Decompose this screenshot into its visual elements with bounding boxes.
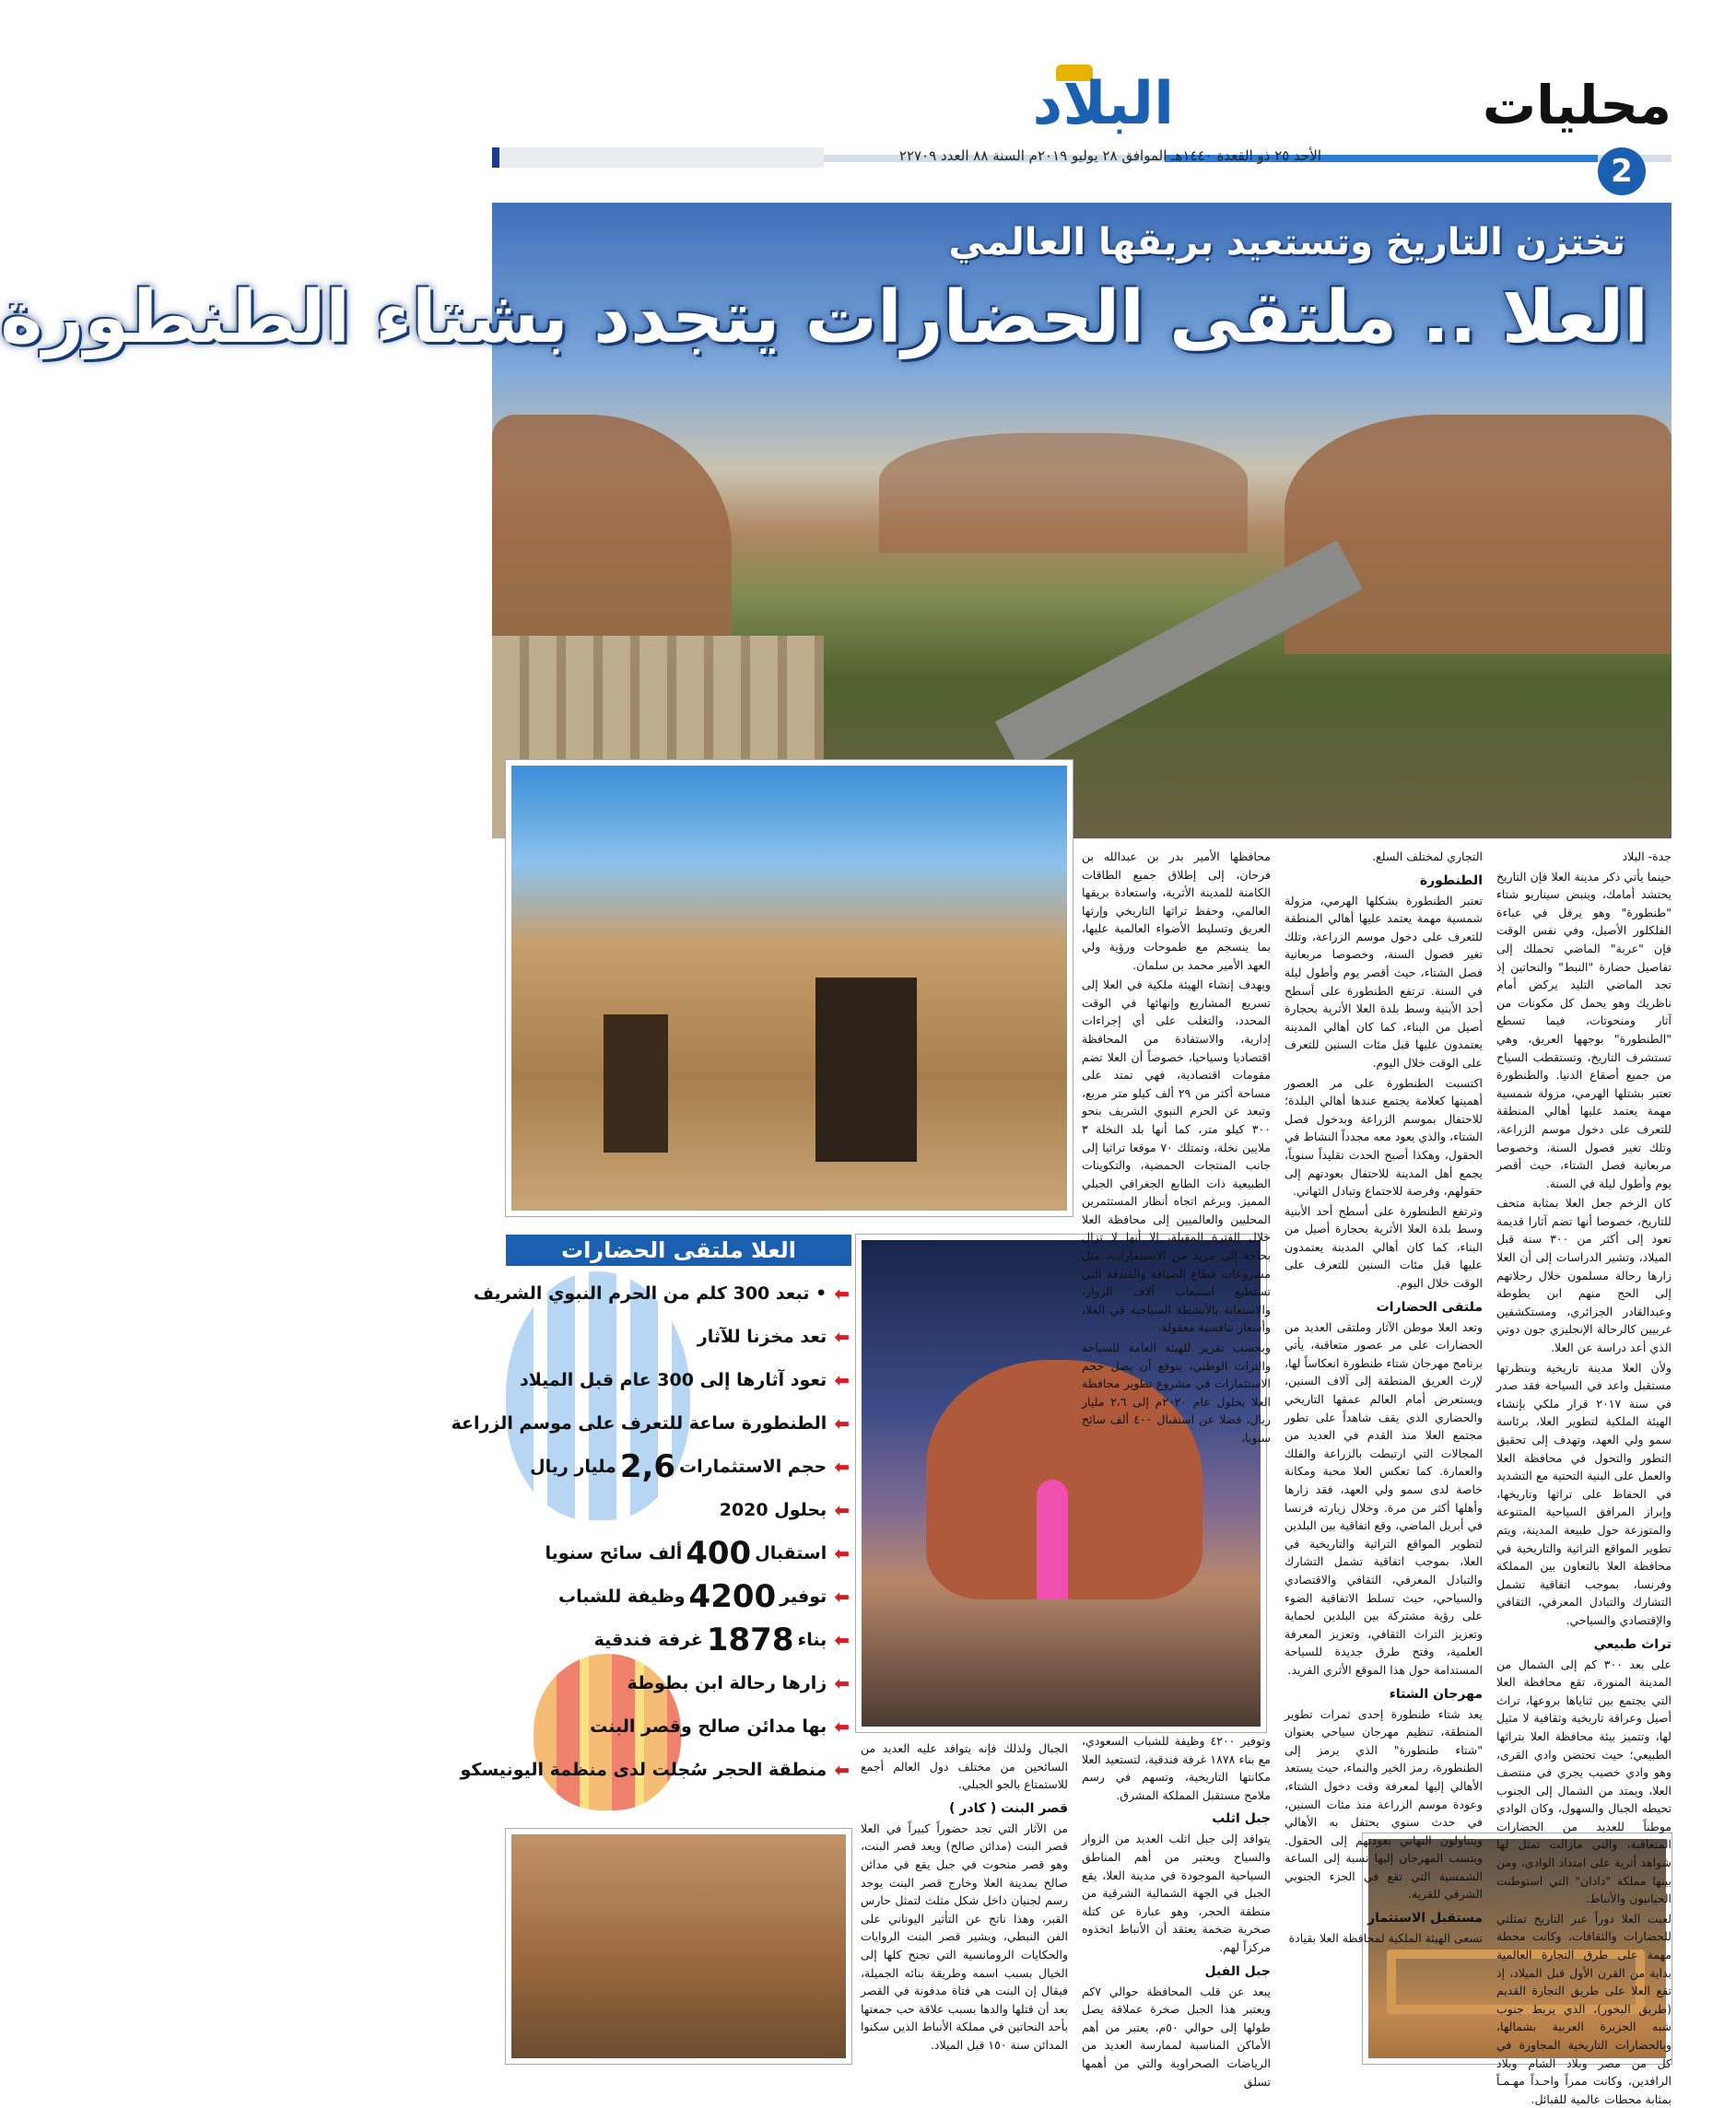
dateline-bar — [492, 147, 824, 168]
article-paragraph: حينما يأتي ذكر مدينة العلا فإن التاريخ يحتشد أمامك، وينبض سيناريو شتاء "طنطورة" وهو يرفل في عباءة الفلكلور الأصيل، وفي نفس الوقت فإن "عربة" الماضي تحملك إلى تفاصيل حضارة "النبط" والنحاتين إذ تجد الماضي التليد يركض أمام ناظريك وهو يحمل كل مكونات من آثار ومنحوتات، فيما تسطع "الطنطورة" بوجهها العريق، وهي تستشرف التاريخ، وتستقطب السياح من جميع أصقاع الدنيا. والطنطورة تعتبر بشتلها الهرمي، مزولة شمسية مهمة يعتمد عليها أهالي المنطقة للتعرف على دخول موسم الزراعة، وتلك تغير فصول السنة، وخصوصا مربعانية فصل الشتاء، حيث أقصر يوم وأطول ليلة في السنة. — [1496, 869, 1671, 1190]
red-arrow-icon: ⬅ — [834, 1628, 850, 1651]
red-arrow-icon: ⬅ — [834, 1411, 850, 1435]
red-arrow-icon: ⬅ — [834, 1455, 850, 1478]
hero-mountain-center — [879, 433, 1248, 553]
red-arrow-icon: ⬅ — [834, 1325, 850, 1348]
article-paragraph: ويهدف إنشاء الهيئة ملكية في العلا إلى تسريع المشاريع وإنهائها في الوقت المحدد، والتغلب على أي إجراءات إدارية، والاستفادة من المحافظة اقتصاديا وسياحيا، خصوصاً أن العلا تضم مقومات اقتصادية، فهي تمتد على مساحة أكثر من ٢٩ ألف كيلو متر مربع، وتبعد عن الحرم النبوي الشريف بنحو ٣٠٠ كيلو متر، كما أنها بلد النخلة ٣ ملايين نخلة، وتمتلك ٧٠ موقعا تراثيا إلى جانب المنتجات الحمضية، والتكوينات الطبيعية ذات الطابع الجغرافي الجبلي المميز. وبرغم اتجاه أنظار المستثمرين المحليين والعالميين إلى محافظة العلا خلال الفترة المقبلة، إلا أنها لا تزال بحاجة إلى مزيد من الاستثمارات، مثل مشروعات قطاع الضيافة والفندقة التي تستطيع استيعاب آلاف الزوار، والاستعانة بالأنشطة السياحية في العلا، وأسعار تنافسية معقولة. — [1082, 978, 1272, 1335]
photo-doorway — [815, 978, 917, 1162]
infobox-item-text: تعد مخزنا للآثار — [697, 1326, 827, 1347]
article-paragraph: التجاري لمختلف السلع. — [1372, 849, 1483, 863]
red-arrow-icon: ⬅ — [834, 1368, 850, 1391]
infobox-item-text: بناء — [797, 1629, 827, 1650]
red-arrow-icon: ⬅ — [834, 1541, 850, 1564]
article-subheading: قصر البنت ( كادر ) — [949, 1800, 1068, 1816]
infobox-item — [506, 1531, 851, 1575]
article-column-4 — [1082, 1732, 1272, 2089]
article-paragraph: لعبت العلا دوراً عبر التاريخ تمثلتي للحضارات والثقافات، وكانت محطة مهمة على طرق التجارة العالمية بداية من القرن الأول قبل الميلاد، إذ تقع العلا على طريق التجارة القديم (طريق البخور)، الذي يربط جنوب شبه الجزيرة العربية بشمالها، وبالحضارات التاريخية المجاورة في كل من مصر وبلاد الشام وبلاد الرافدين، وكانت ممراً واحـداً مهـمـاً بمثابة محطات عالمية للقبائل. — [1496, 1911, 1671, 2106]
dateline: الأحد ٢٥ ذو القعدة ١٤٤٠هـ الموافق ٢٨ يوليو ٢٠١٩م السنة ٨٨ العدد ٢٢٧٠٩ — [898, 147, 1321, 164]
article-subheading: الطنطورة — [1419, 872, 1483, 888]
article-paragraph: ولأن العلا مدينة تاريخية وبنظرتها مستقبل واعد في السياحة فقد صدر في سنة ٢٠١٧ قرار ملكي بإنشاء الهيئة الملكية لتطوير العلا، برئاسة سمو ولي العهد، وتهدف إلى تحقيق التطور والتحول في محافظة العلا والعمل على البنية التحتية مع التشديد في الحفاظ على تراثها وتاريخها، وإبراز المرافق السياحية المتنوعة والمتوزعة حول طبيعة المدينة، ويتم تطوير المواقع التراثية والتاريخية في محافظة العلا بالتعاون بين المملكة وفرنسا، بموجب اتفاقية تشمل التشارك والتبادل المعرفي، الثقافي والإقتصادي والسياحي. — [1496, 1360, 1672, 1627]
article-paragraph: جدة- البلاد — [1622, 849, 1671, 863]
article-paragraph: يعد شتاء طنطورة إحدى ثمرات تطوير المنطقة، تنظيم مهرجان سياحي بعنوان "شتاء طنطورة" الذي يرمز إلى الطنطورة، رمز الخير والنماء، حيث يستعد الأهالي إليها لمعرفة وقت دخول الشتاء، وعودة موسم الزراعة منذ مئات السنين، في حدث سنوي يحتفل به الأهالي ويتناولون التهاني بعودتهم إلى الحقول. ويتسب المهرجان إليها نسبة إلى الساعة الشمسية التي تقع في الجزء الجنوبي الشرقي للقرية. — [1284, 1706, 1483, 1902]
article-subheading: مهرجان الشتاء — [1389, 1686, 1483, 1702]
article-paragraph: وبحسب تقرير للهيئة العامة للسياحة والتراث الوطني، يتوقع أن يصل حجم الاستثمارات في مشروع تطوير محافظة العلا بحلول عام ٢٠٢٠م إلى ٢،٦ مليار ريال، فضلا عن استقبال ٤٠٠ ألف سائح سنويا، — [1082, 1341, 1271, 1445]
infobox-title: العلا ملتقى الحضارات — [506, 1235, 851, 1266]
infobox-list — [451, 1271, 851, 1791]
red-arrow-icon: ⬅ — [834, 1282, 850, 1305]
hero-mountain-right — [1284, 415, 1671, 654]
infobox-item-text: بحلول 2020 — [719, 1499, 827, 1520]
article-paragraph: من الآثار التي تجد حضوراً كبيراً في العلا قصر البنت (مدائن صالح) ويعد قصر البنت، وهو قصر منحوت في جبل يقع في مدائن صالح بمدينة العلا وخارج قصر البنت يوجد رسم لجنيان داخل شكل مثلث لتمثل حارس القبر، وهذا ناتج عن التأثير اليوناني على الفن النبطي، ويشير قصر البنت الروايات والحكايات الرومانسية التي تجنح كلها إلى الخيال بسبب اسمه وطريقة بنائه الجميلة، فيقال إن البنت هي فتاة مدفونة في القصر بعد أن قتلها والدها بسبب علاقة حب جمعتها بأحد النحاتين في مملكة الأنباط الذين سكنوا المدائن سنة ١٥٠ قبل الميلاد. — [861, 1821, 1068, 2052]
infobox-item — [506, 1445, 851, 1488]
red-arrow-icon: ⬅ — [834, 1671, 850, 1694]
infobox-item-figure: 2,6 — [619, 1447, 676, 1485]
article-paragraph: تعتبر الطنطورة بشكلها الهرمي، مزولة شمسية مهمة يعتمد عليها أهالي المنطقة للتعرف على دخول موسم الزراعة، وتلك تغير فصول السنة، وخصوصا مربعانية فصل الشتاء، حيث أقصر يوم وأطول ليلة في السنة. ترتفع الطنطورة على أسطح أحد الأبنية وسط بلدة العلا الأثرية بحجارة أصيل من البناء، كما كان أهالي المدينة يعتمدون عليها قبل مئات السنين للتعرف على الوقت خلال اليوم. — [1284, 893, 1483, 1070]
infobox-item-text: توفير — [780, 1586, 827, 1607]
photo-old-town-ruins — [506, 760, 1073, 1216]
hero-road — [995, 540, 1363, 770]
article-column-1 — [1496, 848, 1672, 2106]
article-paragraph: يتوافد إلى جبل اثلب العديد من الزوار والسياح ويعتبر من أهم المناطق السياحية الموجودة في مدينة العلا، يقع الجبل في الجهة الشمالية الشرقية من منطقة الحجر، وهو عبارة عن كتلة صخرية ضخمة يعتقد أن الأنباط اتخذوه مركزاً لهم. — [1082, 1832, 1271, 1954]
photo-doorway-2 — [604, 1014, 668, 1153]
infobox-item — [506, 1358, 851, 1401]
red-arrow-icon: ⬅ — [834, 1498, 850, 1521]
infobox-item-figure: 4200 — [688, 1577, 777, 1615]
infobox-item — [506, 1575, 851, 1618]
article-subheading: تراث طبيعي — [1593, 1636, 1671, 1652]
article-column-2 — [1284, 848, 1483, 1946]
photo-rock-arch — [1037, 1480, 1068, 1599]
infobox-item-figure: 1878 — [706, 1621, 794, 1658]
article-paragraph: اكتسبت الطنطورة على مر العصور أهميتها كعلامة يجتمع عندها أهالي البلدة؛ للاحتفال بموسم الزراعة وبدخول فصل الشتاء، والذي يعود معه مجدداً النشاط في الحقول، وهكذا أصبح الحدث تقليداً سنوياً، يجمع أهل المدينة للاحتفال بعودتهم إلى حقولهم، وفرصة للاجتماع وتبادل الثهاني. — [1284, 1075, 1483, 1199]
article-column-3 — [1082, 848, 1272, 1445]
infobox-item — [506, 1661, 851, 1704]
infobox-item — [506, 1315, 851, 1358]
infobox-item-text: استقبال — [755, 1542, 827, 1563]
section-title: محليات — [1482, 74, 1671, 136]
article-paragraph: وترتفع الطنطورة على أسطح أحد الأبنية وسط بلدة العلا الأثرية بحجارة أصيل من البناء، كما كان أهالي المدينة يعتمدون عليها قبل مئات السنين للتعرف على الوقت خلال اليوم. — [1284, 1203, 1483, 1291]
article-subheading: مستقبل الاستثمار — [1367, 1911, 1483, 1926]
article-paragraph: الجبال ولذلك فإنه يتوافد عليه العديد من السائحين من مختلف دول العالم أجمع للاستمتاع بالجو الجبلي. — [861, 1741, 1068, 1792]
article-paragraph: كان الزخم جعل العلا بمثابة متحف للتاريخ، خصوصا أنها تضم آثارا قديمة تعود إلى أكثر من ٣٠٠ سنة قبل الميلاد، وتشير الدراسات إلى أن العلا زارها رحالة مسلمون خلال رحلاتهم إلى الحج منهم ابن بطوطة وعبدالقادر الجزائري، ومستكشفين غربيين كالرحالة الإنجليزي جون دوتي الذي أعد دراسة عن العلا. — [1496, 1196, 1672, 1355]
infobox-item-text: • تبعد 300 كلم من الحرم النبوي الشريف — [473, 1282, 827, 1304]
article-subheading: ملتقى الحضارات — [1376, 1299, 1483, 1315]
logo-text: البلاد — [1032, 70, 1174, 138]
infobox-item — [451, 1401, 851, 1445]
infobox-item-text: حجم الاستثمارات — [679, 1456, 827, 1477]
infobox-item-figure: 400 — [686, 1534, 752, 1572]
article-paragraph: وتوفير ٤٢٠٠ وظيفة للشباب السعودي، مع بناء ١٨٧٨ غرفة فندقية، لتستعيد العلا مكانتها التاريخية، وتسهم في رسم ملامح مستقبل المملكة المشرق. — [1082, 1734, 1272, 1802]
article-column-5 — [861, 1739, 1068, 2064]
infobox-item — [506, 1704, 851, 1748]
article-paragraph: يبعد عن قلب المحافظة حوالي ٧كم ويعتبر هذا الجبل صخرة عملاقة يصل طولها إلى حوالي ٥٠م، يعتبر من أهم الأماكن المناسبة لممارسة العديد من الرياضات الصحراوية والتي من أهمها تسلق — [1082, 1984, 1271, 2089]
page-number-badge: 2 — [1598, 147, 1646, 195]
hero-mountain-left — [492, 415, 732, 636]
infobox — [451, 1235, 851, 1824]
infobox-item-text: الطنطورة ساعة للتعرف على موسم الزراعة — [451, 1412, 827, 1434]
infobox-item-text: منطقة الحجر سُجلت لدى منظمة اليونيسكو — [460, 1759, 827, 1780]
infobox-item-text: وظيفة للشباب — [558, 1586, 686, 1607]
infobox-item — [460, 1748, 851, 1791]
infobox-item — [473, 1271, 851, 1315]
article-subheading: جبل اثلب — [1212, 1811, 1271, 1827]
infobox-item-text: ألف سائح سنويا — [545, 1542, 683, 1563]
article-subheading: جبل الفيل — [1204, 1963, 1271, 1979]
infobox-item — [506, 1618, 851, 1661]
infobox-item — [506, 1488, 851, 1531]
article-paragraph: وتعد العلا موطن الآثار وملتقى العديد من الحضارات على مر عصور متعاقبة، يأتي برنامج مهرجان شتاء طنطورة انعكاساً لها، لإرث العريق المنطقة إلى آلاف السنين، ويستعرض أمام العالم عمقها التاريخي والحضاري الذي يقف شاهداً على تطور مجتمع العلا منذ القدم في العديد من المجالات التي ارتبطت بالزراعة والفلك والعمارة. كما تعكس العلا محبة ومكانة خاصة لدى سمو ولي العهد، فقد زارها وأهلها أكثر من مرة. وخلال زيارته فرنسا في أبريل الماضي، وقع اتفاقية بين البلدين لتطوير المواقع التراثية والتاريخية في العلا، بموجب اتفاقية تشمل التشارك والتبادل المعرفي، الثقافي والاقتصادي والسياحي، حيث تسلط الاتفاقية الضوء على رؤية مشتركة بين البلدين لحماية وتعزيز التراث الثقافي، وتعزيز المعرفة العلمية، وفتح طرق جديدة للسياحة المستدامة حول هذا الموقع الأثري الفريد. — [1284, 1319, 1483, 1677]
red-arrow-icon: ⬅ — [834, 1585, 850, 1608]
infobox-item-text: غرفة فندقية — [593, 1629, 703, 1650]
newspaper-logo — [962, 64, 1202, 147]
article-paragraph: تسعى الهيئة الملكية لمحافظة العلا بقيادة — [1288, 1931, 1483, 1946]
infobox-item-text: تعود آثارها إلى 300 عام قبل الميلاد — [519, 1369, 827, 1390]
infobox-item-text: بها مدائن صالح وقصر البنت — [590, 1716, 827, 1737]
red-arrow-icon: ⬅ — [834, 1758, 850, 1781]
red-arrow-icon: ⬅ — [834, 1715, 850, 1738]
article-paragraph: محافظها الأمير بدر بن عبدالله بن فرحان، إلى إطلاق جميع الطاقات الكامنة للمدينة الأثرية، واستعادة بريقها العالمي، وحفظ تراثها التاريخي وإرثها العريق وتسليط الأضواء العالمية عليها، بما ينسجم مع طموحات ورؤية ولي العهد الأمير محمد بن سلمان. — [1082, 849, 1271, 972]
headline: العلا .. ملتقى الحضارات يتجدد بشتاء الطنطورة — [0, 276, 1648, 359]
infobox-item-text: مليار ريال — [530, 1456, 616, 1477]
photo-hegra-visitors — [506, 1829, 851, 2064]
infobox-item-text: زارها رحالة ابن بطوطة — [627, 1672, 827, 1693]
article-paragraph: على بعد ٣٠٠ كم إلى الشمال من المدينة المنورة، تقع محافظة العلا التي يجتمع بين ثناياها بروعها، تراث أصيل وعراقة تاريخية وثقافية لا مثيل لها، وتتميز بيئة محافظة العلا بتراثها الطبيعي؛ حيث تحتضن وادي القرى، وهو وادي خصيب يجري في منتصف العلا، ويمتد من الشمال إلى الجنوب تحيطه الجبال والسهول، وكان الوادي موطناً للعديد من الحضارات المتعاقبة، والتي مازالت تمثل لها شواهد أثرية على امتداد الوادي، ومن بينها مملكة "دادان" التي استوطنت الحيانيون والأنباط. — [1496, 1657, 1671, 1906]
subheadline: تختزن التاريخ وتستعيد بريقها العالمي — [948, 221, 1625, 264]
